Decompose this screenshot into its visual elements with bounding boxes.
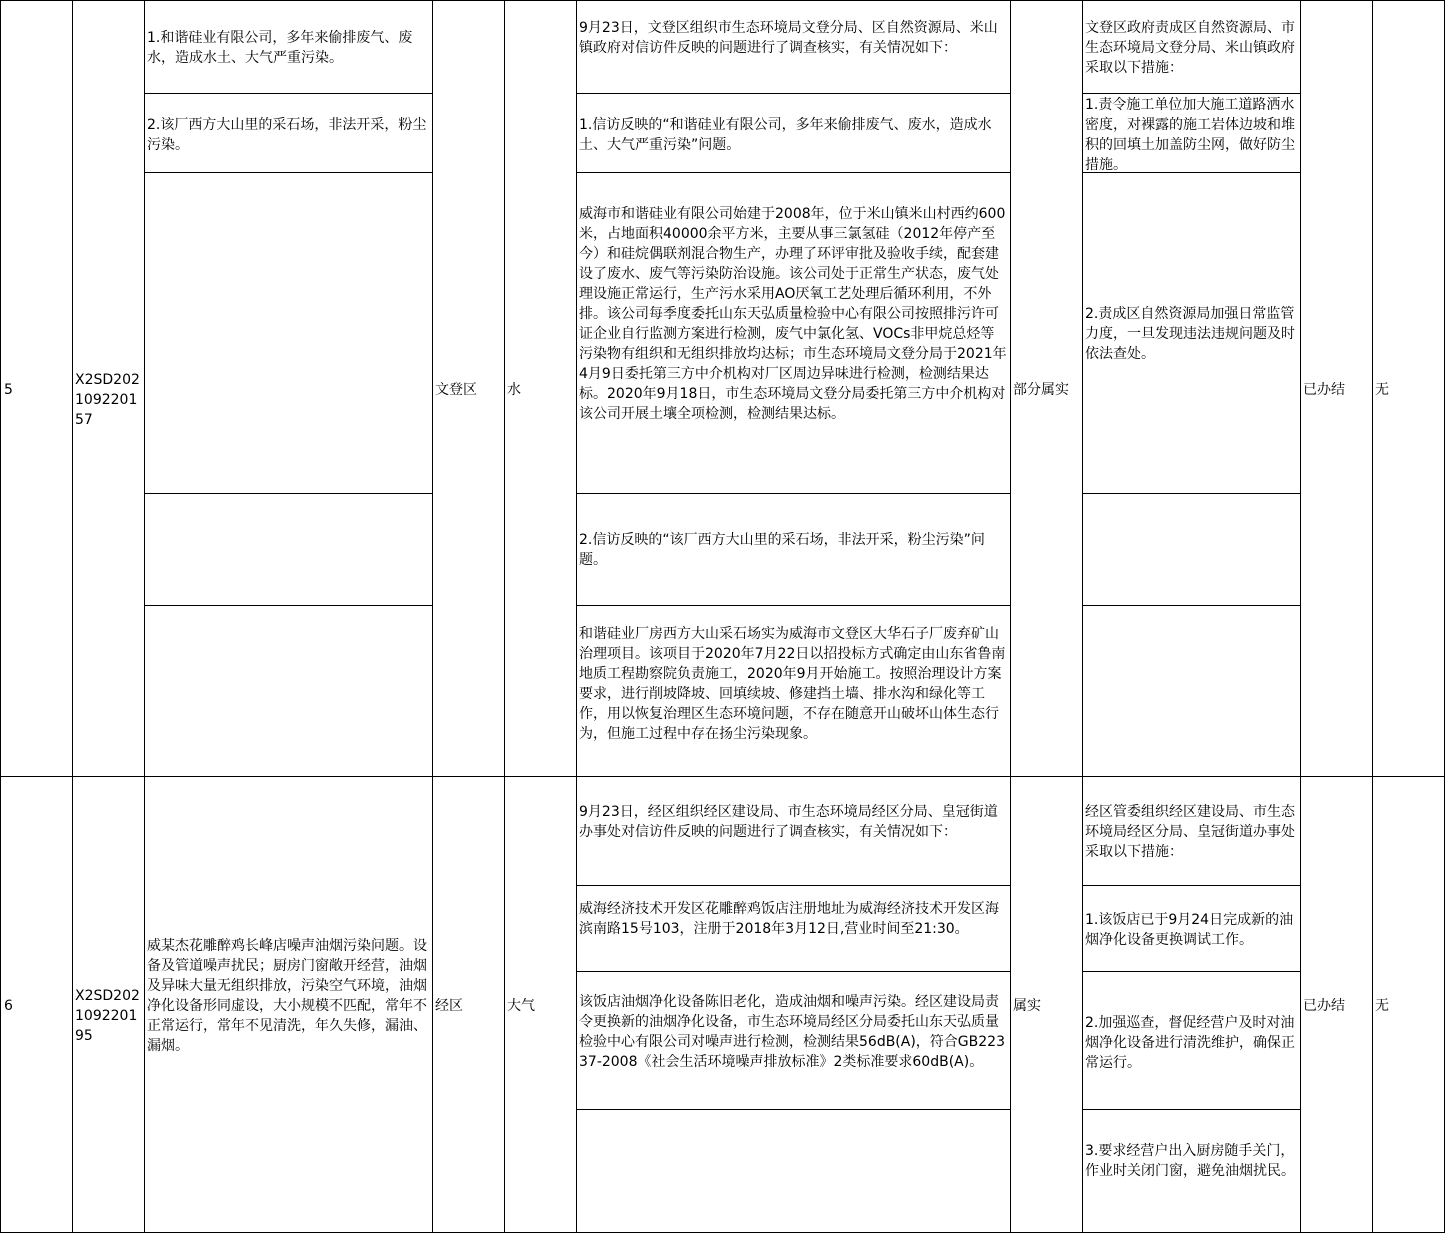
issue-text: 2.该厂西方大山里的采石场，非法开采，粉尘污染。 — [147, 117, 427, 153]
verdict-cell: 属实 — [1013, 998, 1041, 1014]
finding-text: 2.信访反映的“该厂西方大山里的采石场，非法开采，粉尘污染”问题。 — [579, 532, 985, 568]
finding-text: 威海经济技术开发区花雕醉鸡饭店注册地址为威海经济技术开发区海滨南路15号103，注册于2018年3月12日,营业时间至21:30。 — [579, 901, 999, 937]
pollution-type-cell: 大气 — [507, 998, 535, 1014]
measure-text: 2.责成区自然资源局加强日常监管力度，一旦发现违法违规问题及时依法查处。 — [1085, 306, 1295, 362]
pollution-type-cell: 水 — [507, 382, 521, 398]
case-code: X2SD202109220157 — [75, 372, 140, 428]
accountability-cell: 无 — [1375, 382, 1389, 398]
issue-text: 1.和谐硅业有限公司，多年来偷排废气、废水，造成水土、大气严重污染。 — [147, 30, 413, 66]
measure-text: 3.要求经营户出入厨房随手关门，作业时关闭门窗，避免油烟扰民。 — [1085, 1143, 1295, 1179]
verdict-cell: 部分属实 — [1013, 382, 1069, 398]
status-cell: 已办结 — [1303, 382, 1345, 398]
status-cell: 已办结 — [1303, 998, 1345, 1014]
finding-text: 1.信访反映的“和谐硅业有限公司，多年来偷排废气、废水，造成水土、大气严重污染”问题。 — [579, 117, 992, 153]
case-code: X2SD202109220195 — [75, 988, 140, 1044]
finding-text: 该饭店油烟净化设备陈旧老化，造成油烟和噪声污染。经区建设局责令更换新的油烟净化设备，市生态环境局经区分局委托山东天弘质量检验中心有限公司对噪声进行检测，检测结果56dB(A)，符合GB22337-2008《社会生活环境噪声排放标准》2类标准要求60dB(A)。 — [579, 994, 1005, 1070]
measure-text: 文登区政府责成区自然资源局、市生态环境局文登分局、米山镇政府采取以下措施： — [1085, 20, 1295, 76]
row-number: 6 — [4, 998, 13, 1014]
finding-text: 9月23日，文登区组织市生态环境局文登分局、区自然资源局、米山镇政府对信访件反映的问题进行了调查核实，有关情况如下： — [579, 20, 998, 56]
finding-text: 9月23日，经区组织经区建设局、市生态环境局经区分局、皇冠街道办事处对信访件反映的问题进行了调查核实，有关情况如下： — [579, 804, 998, 840]
district-cell: 经区 — [435, 998, 463, 1014]
measure-text: 2.加强巡查，督促经营户及时对油烟净化设备进行清洗维护，确保正常运行。 — [1085, 1015, 1295, 1071]
issue-text: 威某杰花雕醉鸡长峰店噪声油烟污染问题。设备及管道噪声扰民；厨房门窗敞开经营，油烟及异味大量无组织排放，污染空气环境，油烟净化设备形同虚设，大小规模不匹配，常年不正常运行，常年不见清洗，年久失修，漏油、漏烟。 — [147, 938, 427, 1054]
accountability-cell: 无 — [1375, 998, 1389, 1014]
finding-text: 威海市和谐硅业有限公司始建于2008年，位于米山镇米山村西约600米，占地面积40000余平方米，主要从事三氯氢硅（2012年停产至今）和硅烷偶联剂混合物生产，办理了环评审批及验收手续，配套建设了废水、废气等污染防治设施。该公司处于正常生产状态，废气处理设施正常运行，生产污水采用AO厌氧工艺处理后循环利用，不外排。该公司每季度委托山东天弘质量检验中心有限公司按照排污许可证企业自行监测方案进行检测，废气中氯化氢、VOCs非甲烷总烃等污染物有组织和无组织排放均达标；市生态环境局文登分局于2021年4月9日委托第三方中介机构对厂区周边异味进行检测，检测结果达标。2020年9月18日，市生态环境局文登分局委托第三方中介机构对该公司开展土壤全项检测，检测结果达标。 — [579, 206, 1007, 422]
finding-text: 和谐硅业厂房西方大山采石场实为威海市文登区大华石子厂废弃矿山治理项目。该项目于2020年7月22日以招投标方式确定由山东省鲁南地质工程勘察院负责施工，2020年9月开始施工。按照治理设计方案要求，进行削坡降坡、回填续坡、修建挡土墙、排水沟和绿化等工作，用以恢复治理区生态环境问题，不存在随意开山破坏山体生态行为，但施工过程中存在扬尘污染现象。 — [579, 626, 1006, 742]
district-cell: 文登区 — [435, 382, 477, 398]
measure-text: 经区管委组织经区建设局、市生态环境局经区分局、皇冠街道办事处采取以下措施： — [1085, 804, 1295, 860]
row-number: 5 — [4, 382, 13, 398]
measure-text: 1.责令施工单位加大施工道路洒水密度，对裸露的施工岩体边坡和堆积的回填土加盖防尘网，做好防尘措施。 — [1085, 97, 1295, 173]
measure-text: 1.该饭店已于9月24日完成新的油烟净化设备更换调试工作。 — [1085, 912, 1294, 948]
